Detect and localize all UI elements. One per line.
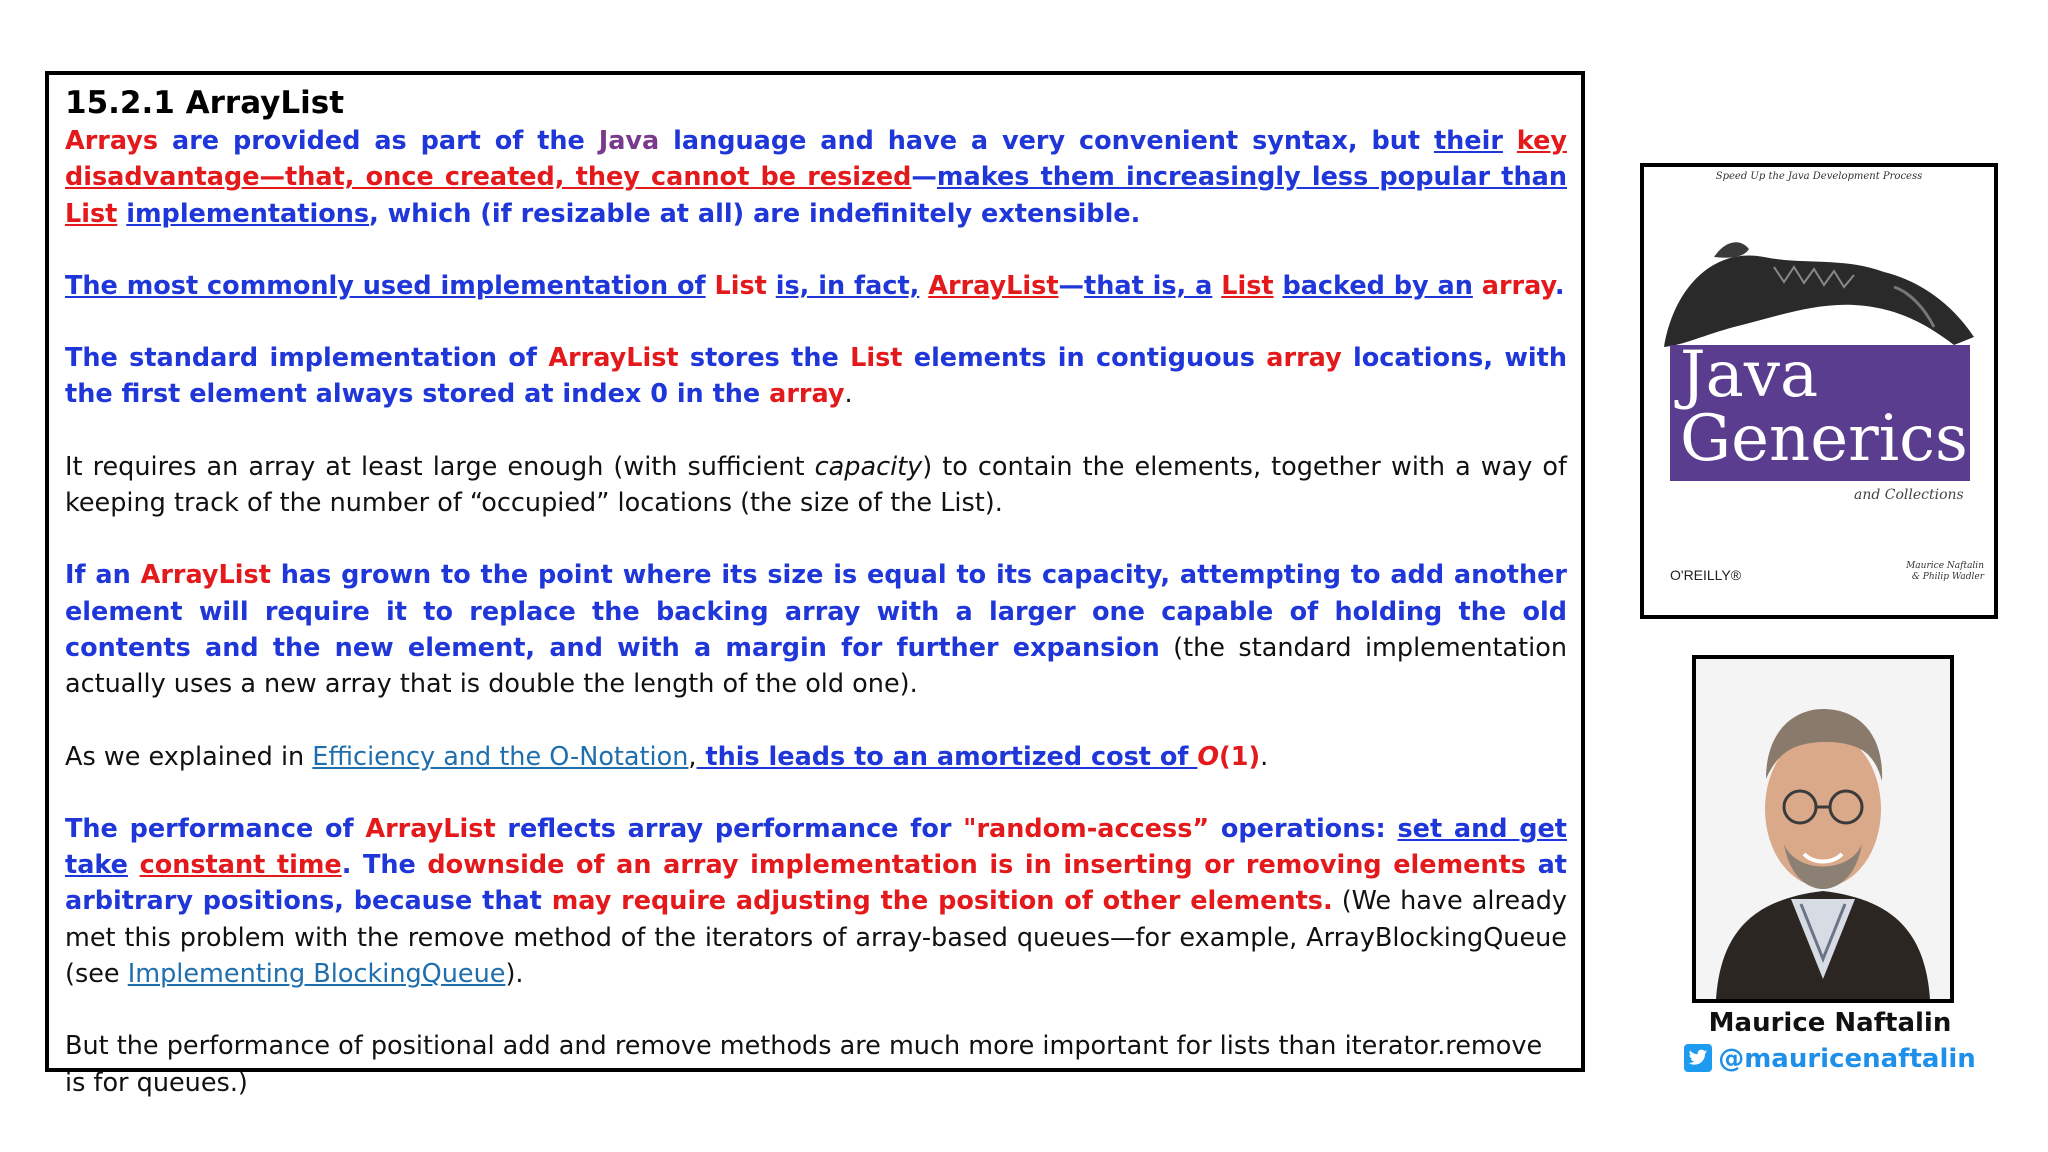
author-photo: [1692, 655, 1954, 1003]
paragraph-growth: If an ArrayList has grown to the point where its size is equal to its capacity, attempting to add another element will require it to replace the backing array with a larger one capable of holding the old contents and the new element, and with a margin for further expansion (the standard implementation actually uses a new array that is double the length of the old one).: [65, 560, 1567, 700]
paragraph-capacity: It requires an array at least large enough (with sufficient capacity) to contain the elements, together with a way of keeping track of the number of “occupied” locations (the size of the List).: [65, 451, 1567, 519]
book-authors: Maurice Naftalin & Philip Wadler: [1906, 561, 1984, 582]
author-portrait: [1696, 659, 1950, 999]
paragraph-performance: The performance of ArrayList reflects array performance for "random-access” operations: set and get take constant time. The downside of an array implementation is in inserting or removing elements at arbitrary positions, because that may require adjusting the position of other elements. (We have already met this problem with the remove method of the iterators of array-based queues—for example, ArrayBlockingQueue (see Implementing BlockingQueue).: [65, 813, 1568, 990]
book-title: Java Generics: [1680, 338, 1968, 476]
book-tagline: Speed Up the Java Development Process: [1715, 171, 1923, 182]
section-title: 15.2.1 ArrayList: [65, 85, 345, 121]
content-panel: [45, 71, 1585, 1098]
paragraph-positional: But the performance of positional add and remove methods are much more important for lists than iterator.remove is for queues.): [65, 1031, 1543, 1098]
book-subtitle: and Collections: [1854, 487, 1964, 503]
book-cover: [1640, 163, 1998, 619]
paragraph-amortized: As we explained in Efficiency and the O-Notation, this leads to an amortized cost of O(1).: [65, 741, 1269, 772]
paragraph-most-common: The most commonly used implementation of List is, in fact, ArrayList—that is, a List backed by an array.: [65, 270, 1565, 301]
term-java: Java: [598, 126, 660, 156]
author-name: Maurice Naftalin: [1708, 1008, 1952, 1038]
key-disadvantage-phrase: key disadvantage—that, once created, they cannot be resized: [65, 126, 1567, 193]
twitter-handle[interactable]: @mauricenaftalin: [1718, 1044, 1976, 1074]
paragraph-standard-impl: The standard implementation of ArrayList stores the List elements in contiguous array locations, with the first element always stored at index 0 in the array.: [65, 343, 1567, 410]
publisher-logo: O'REILLY®: [1670, 567, 1742, 583]
term-arrays: Arrays: [65, 126, 159, 156]
twitter-handle-row[interactable]: [1640, 1044, 2020, 1074]
blockingqueue-link[interactable]: Implementing BlockingQueue: [127, 959, 506, 990]
efficiency-link[interactable]: Efficiency and the O-Notation: [312, 741, 689, 772]
twitter-icon: [1684, 1044, 1712, 1072]
paragraph-arrays: Arrays are provided as part of the Java language and have a very convenient syntax, but their key disadvantage—that, once created, they cannot be resized—makes them increasingly less popular than List implementations, which (if resizable at all) are indefinitely extensible.: [65, 126, 1567, 229]
